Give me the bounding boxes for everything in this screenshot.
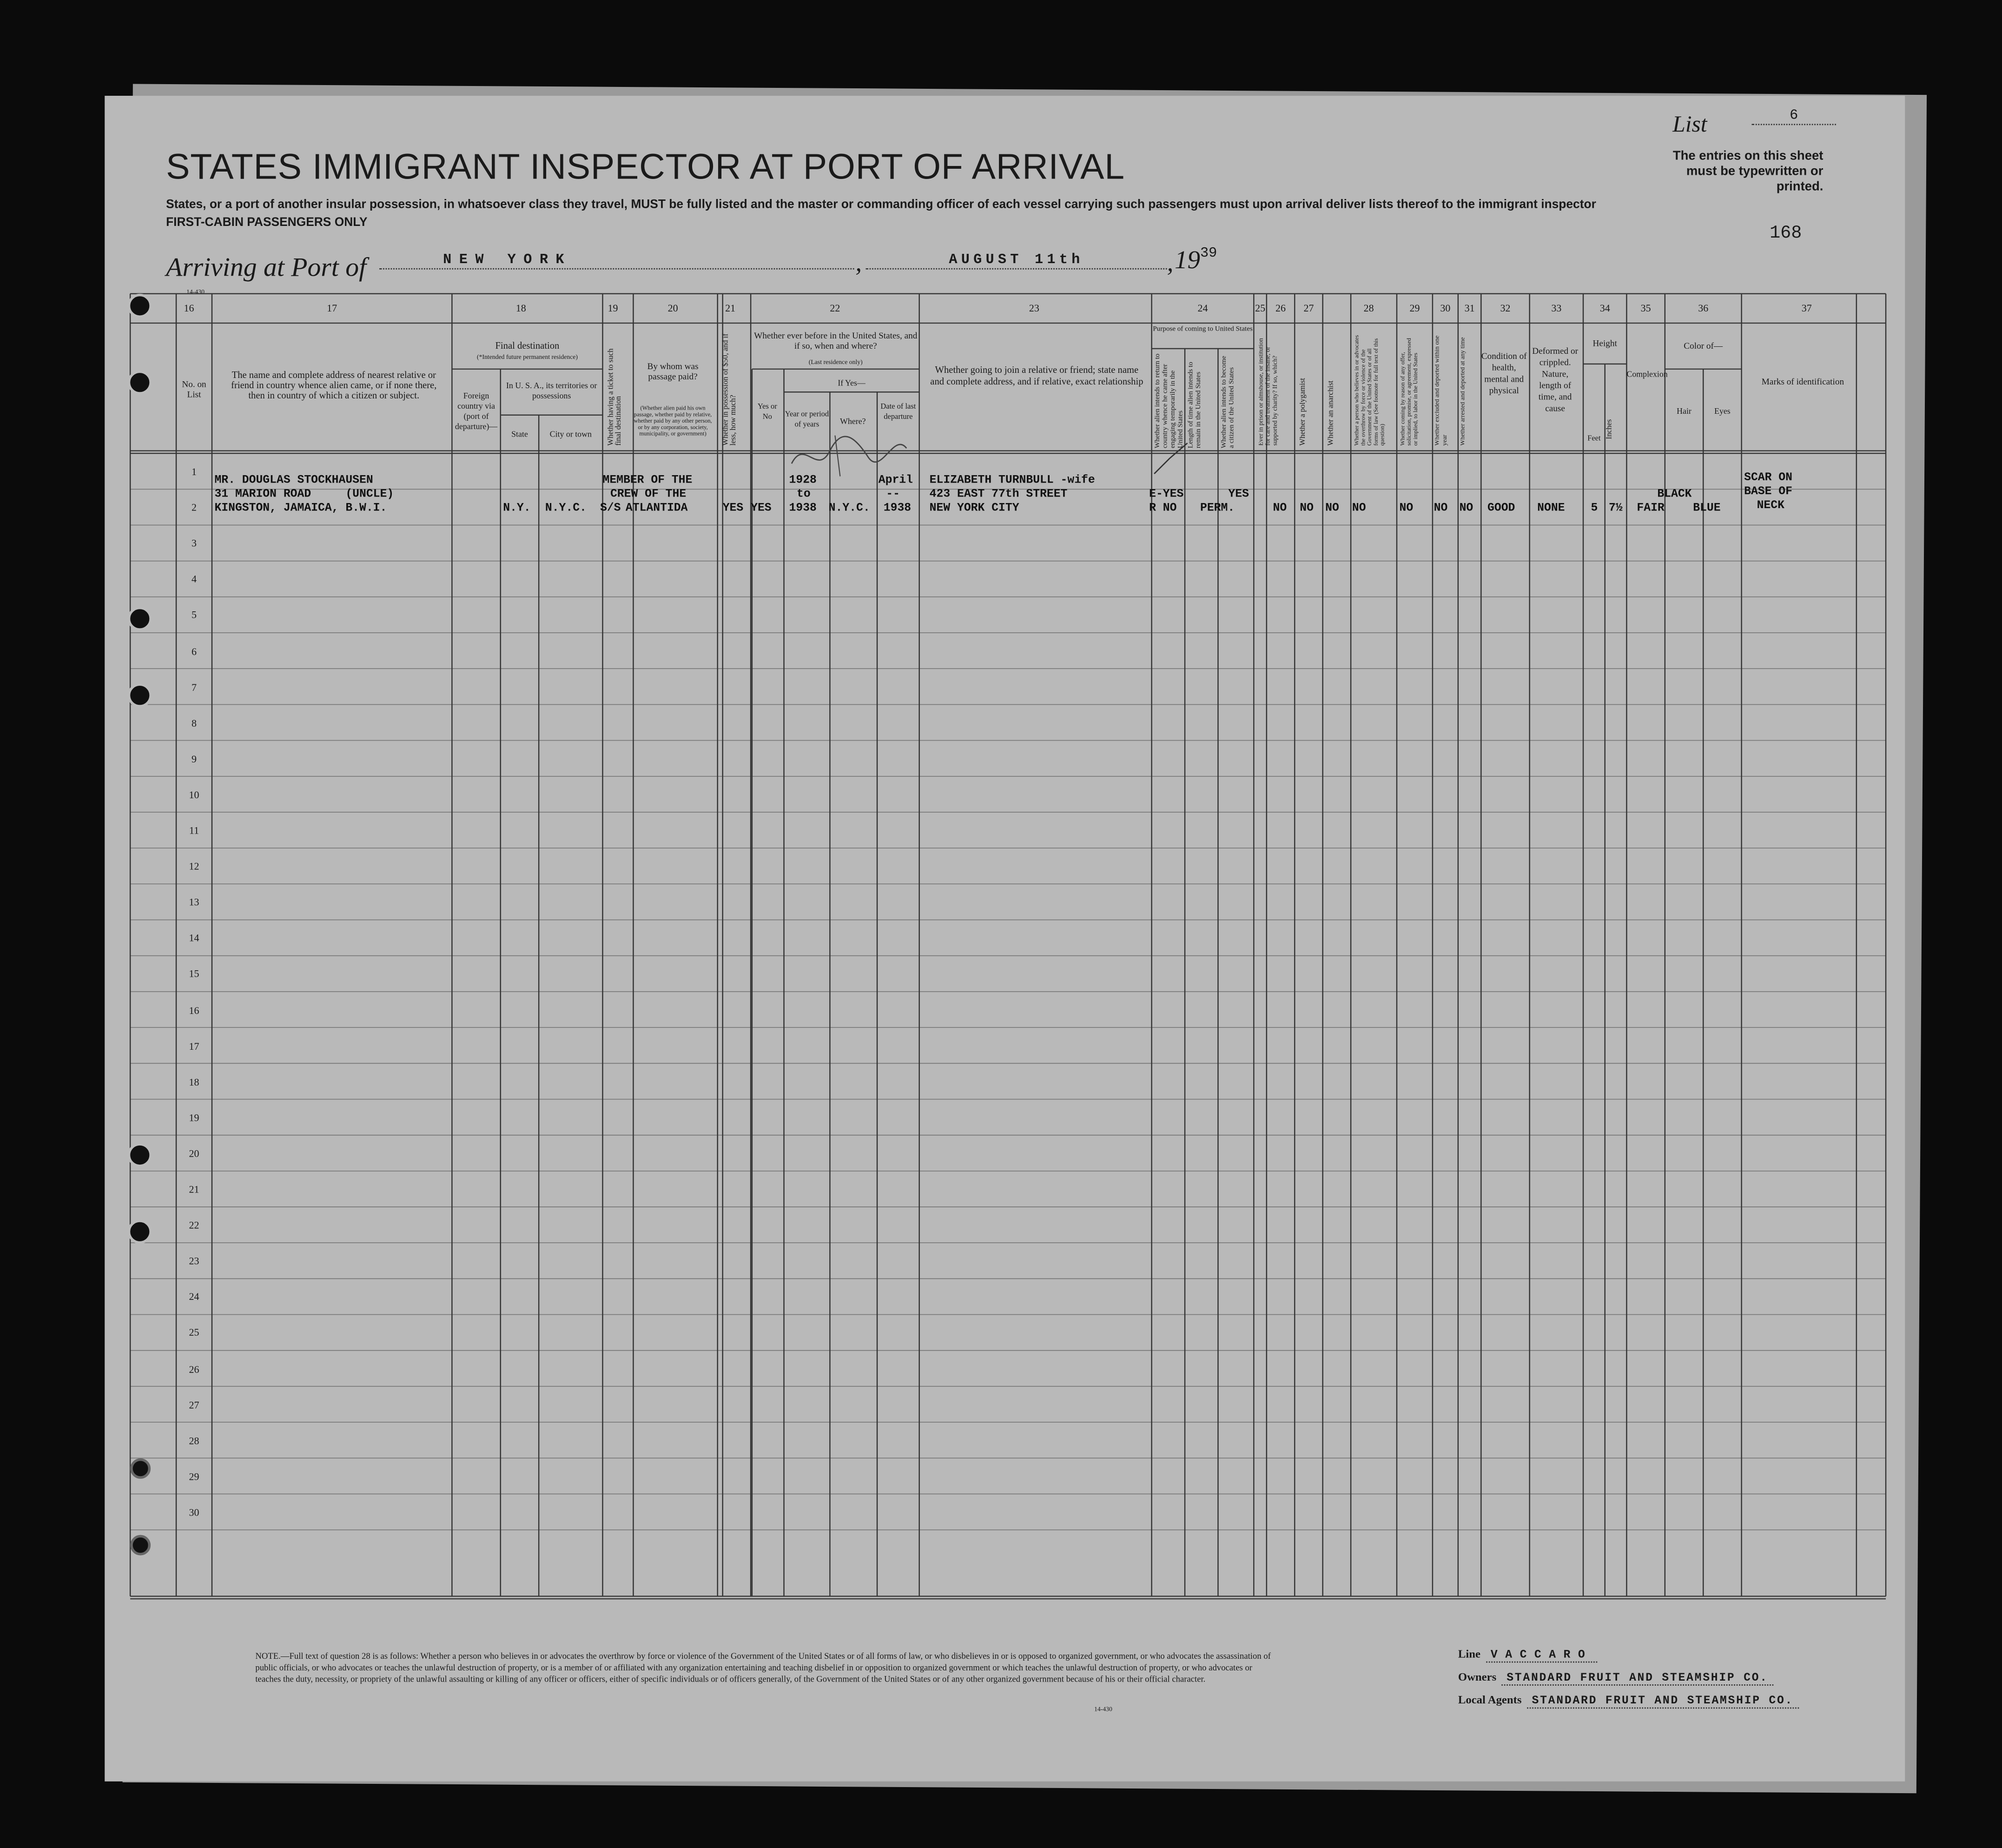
binder-hole	[130, 1458, 151, 1479]
binder-hole	[128, 371, 152, 395]
col22-subheader: (Last residence only)	[808, 360, 863, 367]
column-number: 24	[1197, 302, 1208, 314]
col29-header: Whether coming by reason of any offer, solicitation, promise, or agreement, expressed or implied, to labor in the United States	[1399, 338, 1419, 446]
entry-ever-before: YES	[751, 502, 772, 515]
form-code-top: 14-430	[186, 290, 205, 297]
purpose-line-1: E-YES	[1149, 488, 1184, 501]
row-number: 30	[189, 1506, 199, 1518]
row-number: 5	[192, 609, 197, 622]
row-number: 8	[192, 717, 197, 729]
row-number: 4	[192, 574, 197, 585]
col26-header: Whether a polygamist	[1300, 378, 1308, 446]
column-number: 20	[667, 302, 678, 314]
purpose-line-2: R NO	[1149, 502, 1177, 515]
entry-state: N.Y.	[503, 502, 531, 515]
col22-date: Date of last departure	[880, 403, 916, 422]
col20-header: By whom was passage paid?	[647, 361, 699, 382]
row-number: 3	[192, 537, 197, 550]
line-label: Line	[1458, 1647, 1480, 1660]
row-number: 19	[189, 1112, 199, 1124]
row-number: 20	[189, 1148, 199, 1159]
col24a-header: Whether alien intends to return to country whence he came after engaging temporarily in the United States	[1154, 353, 1185, 449]
table-grid	[105, 96, 1905, 1782]
row-number: 28	[189, 1435, 199, 1447]
list-label: List	[1672, 111, 1707, 137]
subtitle-line-2: FIRST-CABIN PASSENGERS ONLY	[166, 216, 368, 230]
form-code-bottom: 14-430	[1094, 1707, 1112, 1714]
page-title: STATES IMMIGRANT INSPECTOR AT PORT OF ARRIVAL	[166, 146, 1125, 187]
column-number: 35	[1640, 302, 1651, 314]
col18-state: State	[511, 430, 528, 439]
arrival-port: NEW YORK	[379, 253, 854, 270]
column-number: 37	[1801, 302, 1812, 314]
col18-foreign: Foreign country via (port of departure)—	[455, 392, 498, 432]
comma-1: ,	[855, 249, 862, 278]
row-number: 29	[189, 1470, 199, 1483]
period-line-2: to	[797, 488, 811, 501]
col18-subheader: (*Intended future permanent residence)	[476, 355, 578, 362]
column-number: 17	[327, 302, 337, 314]
agents-field	[1458, 1687, 1798, 1710]
column-number: 27	[1303, 302, 1314, 314]
page-number: 168	[1770, 223, 1802, 244]
relative-line-3: KINGSTON, JAMAICA, B.W.I.	[214, 502, 387, 515]
column-number: 30	[1440, 302, 1451, 314]
entry-join	[930, 474, 1095, 516]
col36-hair: Hair	[1677, 407, 1691, 417]
entry-hair: BLACK	[1657, 488, 1692, 501]
row-number: 7	[192, 681, 197, 693]
col20-subheader: (Whether alien paid his own passage, whether paid by relative, whether paid by any other person, or by any corporation, society, municipality, or government)	[634, 404, 712, 437]
join-line-3: NEW YORK CITY	[929, 502, 1019, 515]
year-prefix: 19	[1175, 246, 1200, 275]
agents-value: STANDARD FRUIT AND STEAMSHIP CO.	[1527, 1695, 1799, 1709]
col34-feet: Feet	[1587, 435, 1601, 444]
column-number: 18	[515, 302, 526, 314]
binder-hole	[128, 607, 152, 631]
arriving-label: Arriving at Port of	[166, 252, 367, 283]
entry-passage	[602, 474, 692, 516]
entry-fifty-dollars: YES	[722, 502, 744, 515]
row-number: 2	[192, 502, 197, 514]
column-number: 21	[725, 302, 736, 314]
list-number: 6	[1752, 108, 1836, 125]
col22-yesno: Yes or No	[757, 403, 777, 422]
marks-line-3: NECK	[1757, 499, 1784, 512]
row-number: 27	[189, 1399, 199, 1411]
column-number: 25	[1255, 302, 1266, 314]
period-line-3: 1938	[789, 502, 817, 515]
marks-line-2: BASE OF	[1744, 485, 1792, 498]
column-number: 34	[1599, 302, 1610, 314]
row-number: 13	[189, 896, 199, 908]
column-number: 31	[1464, 302, 1475, 314]
col16-header: No. on List	[182, 379, 206, 400]
departure-line-1: April	[878, 474, 913, 487]
col27-header: Whether an anarchist	[1328, 380, 1336, 446]
col32-header: Condition of health, mental and physical	[1481, 351, 1527, 396]
col33-header: Deformed or crippled. Nature, length of time, and cause	[1532, 346, 1579, 414]
row-number: 9	[192, 753, 197, 765]
footnote: NOTE.—Full text of question 28 is as follows: Whether a person who believes in or advocates the overthrow by force or violence of the Government of the United States or of all forms of law, or who disbelieves in or is opposed to organized government, or who advocates the assassination of public officials, or who advocates or teaches the unlawful destruction of property, or is a member of or affiliated with any organization entertaining and teaching disbelief in or opposition to organized government or which teaches the unlawful destruction of property, or who advocates or teaches the duty, necessity, or propriety of the unlawful assaulting or killing of any officer or officers, either of specific individuals or of officers generally, of the Government of the United States or of any other organized government because of his or their official character.	[255, 1652, 1271, 1685]
row-number: 18	[189, 1076, 199, 1088]
row-number: 25	[189, 1327, 199, 1339]
entry-relative	[214, 474, 394, 516]
column-number: 33	[1551, 302, 1562, 314]
binder-hole	[128, 1143, 152, 1167]
row-number: 1	[192, 466, 197, 478]
row-number: 24	[189, 1291, 199, 1303]
column-number: 22	[830, 302, 840, 314]
column-number: 23	[1029, 302, 1039, 314]
col34-inches: Inches	[1606, 419, 1614, 439]
col25-header: Ever in prison or almshouse, or institution for care and treatment of the insane, or supported by charity? If so, which?	[1259, 338, 1280, 446]
col21-header: Whether in possession of $50, and if less, how much?	[722, 333, 738, 446]
entry-purpose	[1149, 488, 1183, 516]
row-number: 11	[189, 825, 199, 837]
passage-line-1: MEMBER OF THE	[602, 474, 693, 487]
line-value: VACCARO	[1486, 1649, 1598, 1663]
passage-line-2: CREW OF THE	[610, 488, 687, 501]
entry-length-of-stay: PERM.	[1200, 502, 1235, 515]
col28-header: Whether a person who believes in or advocates the overthrow by force or violence of the Government of the United States or of all forms of law (See footnote for full text of this question)	[1353, 335, 1386, 446]
binder-hole	[130, 1535, 151, 1556]
row-number: 15	[189, 968, 199, 980]
row-number: 22	[189, 1219, 199, 1232]
column-number: 16	[184, 302, 194, 314]
entry-polygamist: NO	[1300, 502, 1314, 515]
col22-header: Whether ever before in the United States, and if so, when and where?	[754, 331, 918, 351]
column-number: 32	[1500, 302, 1511, 314]
agents-label: Local Agents	[1458, 1693, 1522, 1706]
col30-header: Whether excluded and deported within one year	[1435, 335, 1449, 446]
comma-2: ,	[1167, 249, 1174, 278]
col35-header: Complexion	[1626, 370, 1668, 379]
col22-ifyes: If Yes—	[838, 379, 866, 389]
handwritten-annotation	[779, 425, 919, 489]
entry-ticket: S/S	[600, 502, 621, 515]
entry-excluded: NO	[1434, 502, 1448, 515]
col36-eyes: Eyes	[1714, 407, 1731, 417]
col22-where: Where?	[840, 417, 866, 427]
row-number: 21	[189, 1184, 199, 1196]
row-number: 17	[189, 1040, 199, 1052]
row-number: 14	[189, 932, 199, 944]
departure-line-2: --	[886, 488, 900, 501]
marks-line-1: SCAR ON	[1744, 471, 1792, 484]
join-line-2: 423 EAST 77th STREET	[929, 488, 1068, 501]
manifest-sheet	[105, 96, 1905, 1782]
passage-line-3: ATLANTIDA	[625, 502, 688, 515]
col31-header: Whether arrested and deported at any time	[1460, 337, 1467, 446]
owners-field	[1458, 1664, 1773, 1687]
owners-label: Owners	[1458, 1670, 1497, 1683]
period-line-1: 1928	[789, 474, 817, 487]
entry-feet: 5	[1591, 502, 1598, 515]
col17-header: The name and complete address of nearest relative or friend in country whence alien came, or if none there, then in country of which a citizen or subject.	[231, 369, 437, 401]
entry-deformed: NONE	[1537, 502, 1565, 515]
col19-header: Whether having a ticket to such final destination	[608, 348, 623, 446]
entry-deported: NO	[1459, 502, 1473, 515]
column-number: 36	[1698, 302, 1709, 314]
col22-year: Year or period of years	[785, 411, 829, 429]
col34-header: Height	[1592, 338, 1617, 349]
subtitle-line-1: States, or a port of another insular possession, in whatsoever class they travel, MUST be fully listed and the master or commanding officer of each vessel carrying such passengers must upon arrival deliver lists thereof to the immigrant inspector	[166, 198, 1596, 212]
departure-line-3: 1938	[883, 502, 912, 515]
entry-city: N.Y.C.	[545, 502, 587, 515]
row-number: 10	[189, 789, 199, 801]
col18-us: In U. S. A., its territories or possessions	[506, 382, 597, 401]
col24b-header: Length of time alien intends to remain in the United States	[1187, 362, 1203, 449]
row-number: 12	[189, 861, 199, 873]
col23-header: Whether going to join a relative or friend; state name and complete address, and if relative, exact relationship	[930, 364, 1143, 387]
row-number: 23	[189, 1255, 199, 1267]
owners-value: STANDARD FRUIT AND STEAMSHIP CO.	[1501, 1672, 1773, 1686]
column-number: 28	[1363, 302, 1374, 314]
entry-inches: 7½	[1608, 502, 1623, 515]
entry-labor-offer: NO	[1399, 502, 1414, 515]
entry-where: N.Y.C.	[828, 502, 870, 515]
entry-prison: NO	[1273, 502, 1287, 515]
line-field	[1458, 1641, 1598, 1664]
year-suffix: 39	[1200, 246, 1217, 262]
col24c-header: Whether alien intends to become a citizen of the United States	[1220, 356, 1236, 449]
col36-header: Color of—	[1684, 341, 1723, 351]
binder-hole	[128, 294, 152, 318]
entry-health: GOOD	[1487, 502, 1515, 515]
join-line-1: ELIZABETH TURNBULL -wife	[929, 474, 1095, 487]
tick-mark	[1152, 441, 1190, 479]
col18-header: Final destination	[495, 339, 560, 351]
binder-hole	[128, 1219, 152, 1244]
col18-city: City or town	[549, 430, 592, 439]
entry-eyes: BLUE	[1693, 502, 1721, 515]
entry-complexion: FAIR	[1637, 502, 1665, 515]
typewritten-note: The entries on this sheet must be typewritten or printed.	[1672, 149, 1824, 194]
column-number: 29	[1409, 302, 1420, 314]
column-number: 26	[1275, 302, 1286, 314]
row-number: 6	[192, 645, 197, 657]
entry-anarchist: NO	[1325, 502, 1339, 515]
relative-line-2: 31 MARION ROAD (UNCLE)	[214, 488, 394, 501]
entry-citizen: YES	[1228, 488, 1249, 501]
arrival-date: AUGUST 11th	[866, 253, 1167, 270]
binder-hole	[128, 683, 152, 708]
entry-marks	[1744, 471, 1792, 514]
row-number: 26	[189, 1363, 199, 1375]
row-number: 16	[189, 1004, 199, 1016]
relative-line-1: MR. DOUGLAS STOCKHAUSEN	[214, 474, 373, 487]
col37-header: Marks of identification	[1761, 377, 1844, 387]
column-number: 19	[608, 302, 618, 314]
entry-overthrow: NO	[1352, 502, 1366, 515]
col24-header: Purpose of coming to United States	[1153, 325, 1253, 333]
